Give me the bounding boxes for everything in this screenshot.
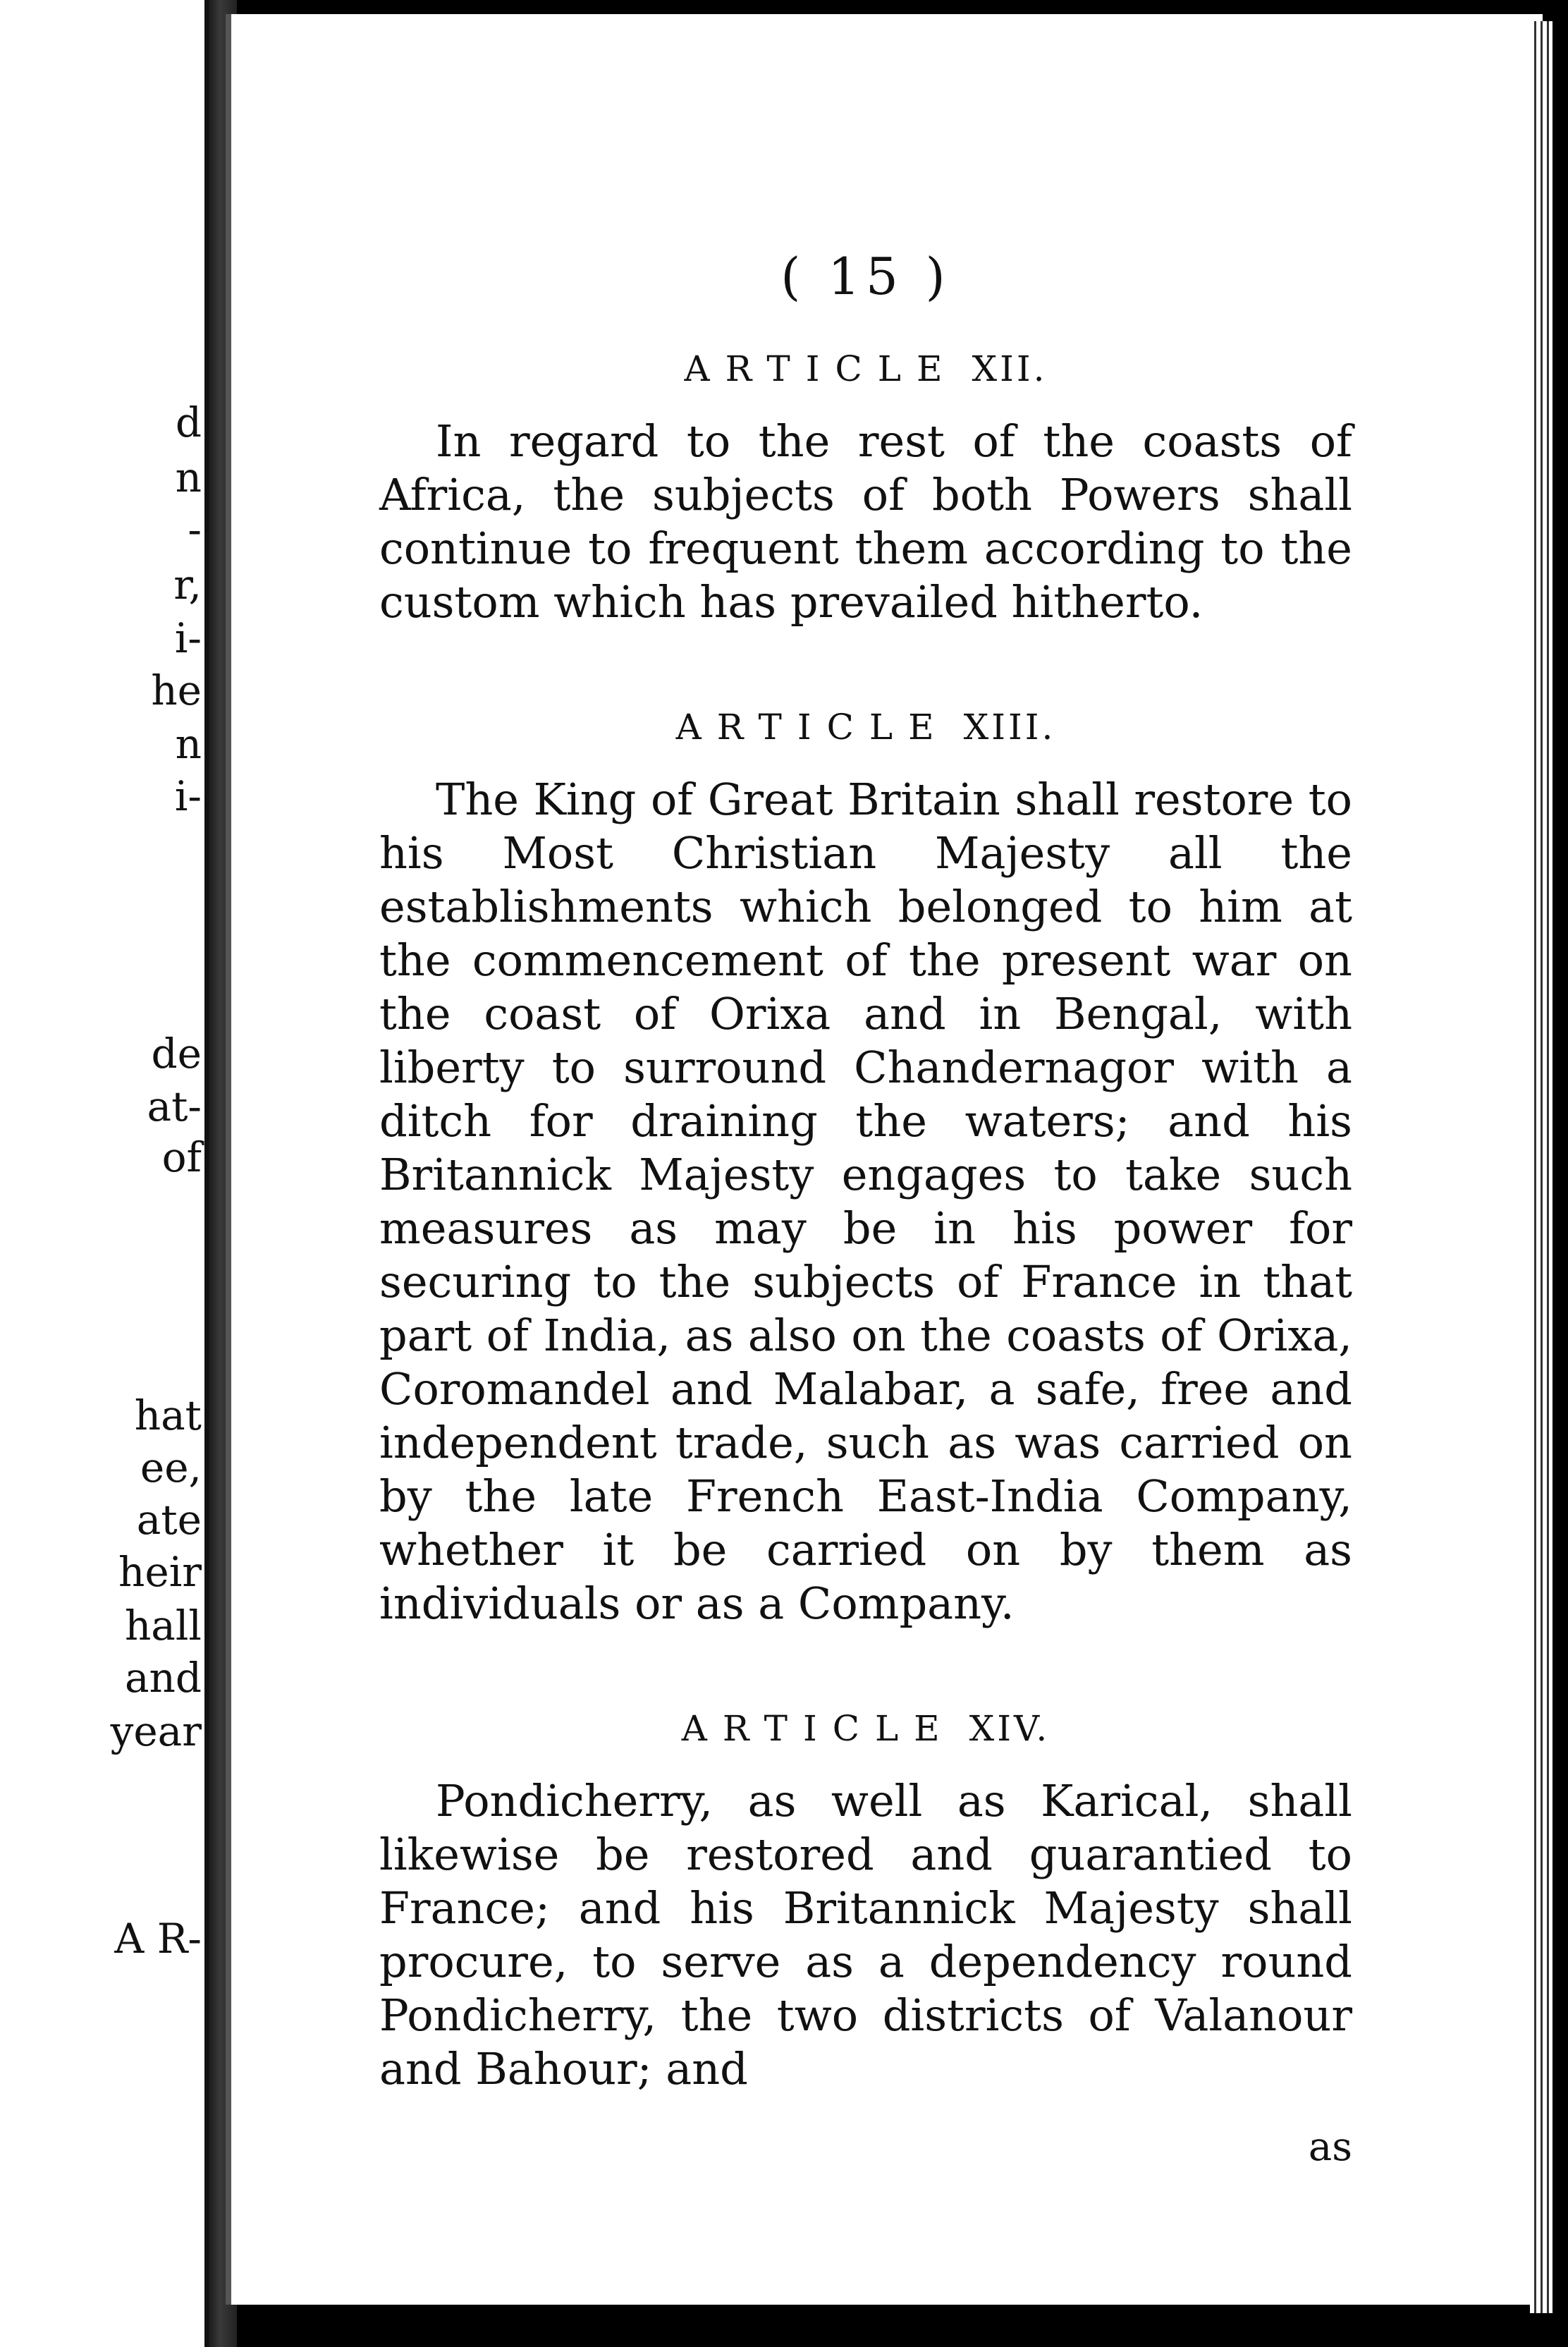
facing-page-fragment [0, 0, 209, 2347]
facing-page-text: hat [134, 1391, 202, 1439]
article-heading-number: XII. [972, 348, 1048, 389]
facing-page-text: he [151, 666, 202, 714]
facing-page-text: ate [136, 1496, 202, 1544]
article-heading-xii [379, 348, 1352, 389]
article-heading-number: XIV. [969, 1708, 1051, 1749]
facing-page-text: i- [174, 772, 202, 820]
facing-page-text: n [175, 720, 202, 768]
article-text-xii: In regard to the rest of the coasts of Africa, the subjects of both Powers shall continue to frequent them according to the custom which has prevailed hitherto. [379, 415, 1352, 628]
facing-page-text: d [175, 398, 202, 446]
article-heading-word: ARTICLE [675, 707, 950, 748]
article-text-xiii: The King of Great Britain shall restore to his Most Christian Majesty all the establishments which belonged to him at the commencement of the present war on the coast of Orixa and in Bengal, with liberty to surround Chandernagor with a ditch for draining the waters; and his Britannick Majesty engages to take such measures as may be in his power for securing to the subjects of France in that part of India, as also on the coasts of Orixa, Coromandel and Malabar, a safe, free and independent trade, such as was carried on by the late French East-India Company, whether it be carried on by them as individuals or as a Company. [379, 774, 1352, 1629]
page-edges [1530, 21, 1552, 2313]
facing-page-text: hall [124, 1602, 202, 1650]
article-heading-word: ARTICLE [681, 1708, 955, 1749]
facing-page-text: of [161, 1133, 202, 1181]
book-page [226, 14, 1543, 2305]
page-content [379, 247, 1352, 2170]
facing-page-text: - [188, 506, 202, 554]
article-heading-xiii [379, 707, 1352, 748]
facing-page-text: r, [173, 561, 202, 609]
facing-page-text: year [110, 1707, 202, 1755]
facing-page-text: de [151, 1030, 202, 1078]
facing-page-text: heir [118, 1548, 202, 1596]
article-heading-number: XIII. [963, 707, 1056, 748]
article-heading-xiv [379, 1708, 1352, 1749]
page-number: ( 15 ) [780, 247, 951, 306]
article-heading-word: ARTICLE [684, 348, 958, 389]
catchword: as [1308, 2124, 1352, 2170]
facing-page-text: at- [147, 1083, 202, 1130]
facing-page-text: n [175, 453, 202, 501]
facing-page-text: A R- [114, 1915, 202, 1963]
facing-page-text: i- [174, 614, 202, 662]
facing-page-text: ee, [140, 1444, 202, 1492]
article-text-xiv: Pondicherry, as well as Karical, shall likewise be restored and guarantied to France; and his Britannick Majesty shall procure, to serve as a dependency round Pondicherry, the two districts of Valanour and Bahour; and [379, 1775, 1352, 2095]
facing-page-text: and [124, 1654, 202, 1702]
